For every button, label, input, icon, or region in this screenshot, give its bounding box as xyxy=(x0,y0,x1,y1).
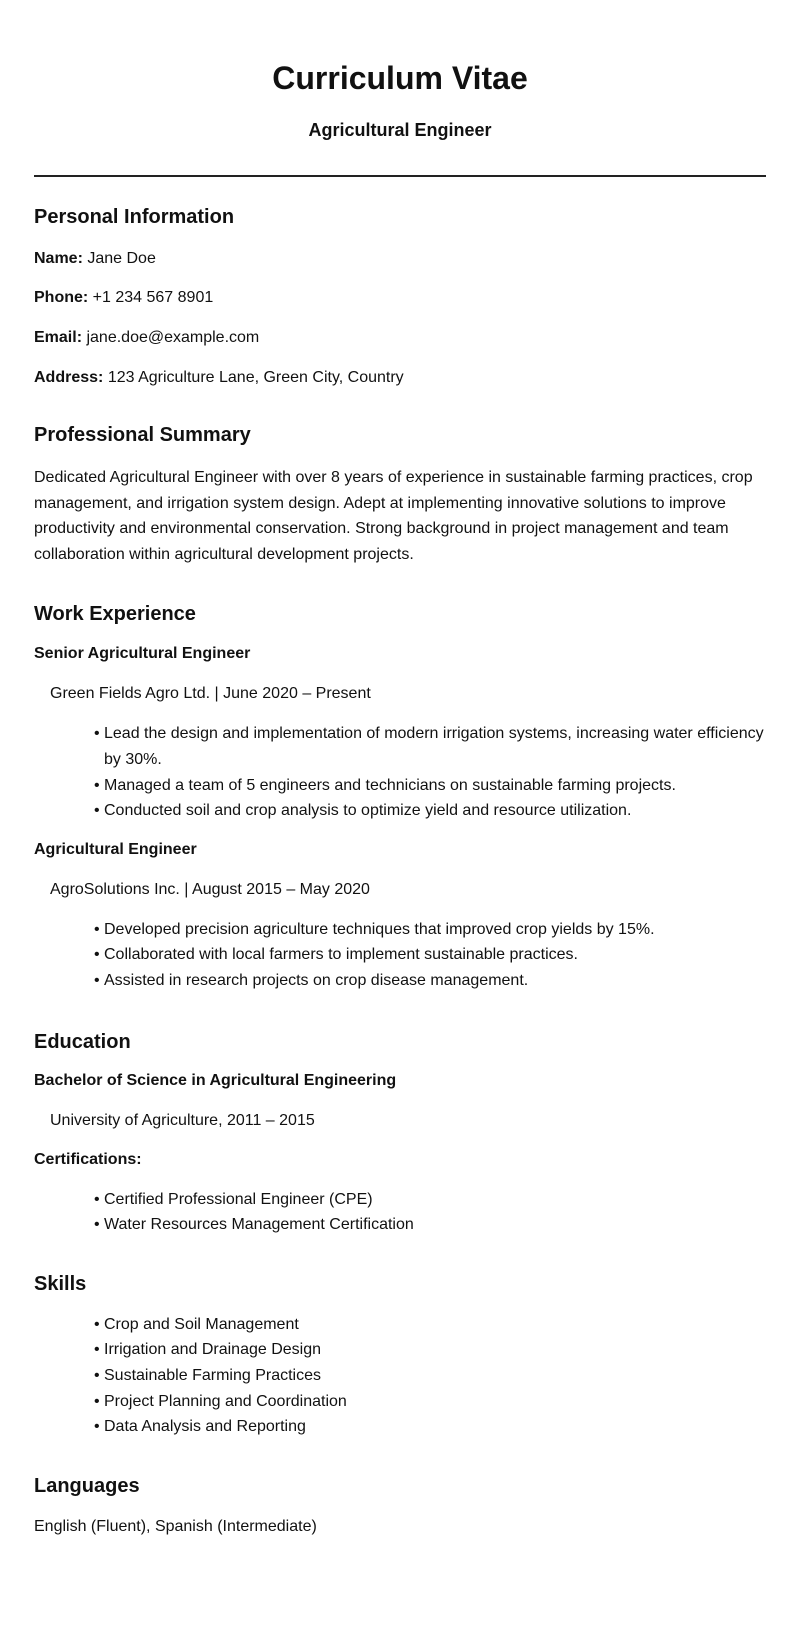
job-entry xyxy=(34,839,766,994)
degree-title: Bachelor of Science in Agricultural Engineering xyxy=(34,1071,397,1089)
address-line xyxy=(34,367,766,389)
work-experience-section xyxy=(34,601,766,993)
skills-list xyxy=(34,1312,766,1440)
phone-line xyxy=(34,287,766,309)
name-value: Jane Doe xyxy=(87,250,156,267)
email-line xyxy=(34,327,766,349)
name-line xyxy=(34,248,766,270)
professional-summary-section xyxy=(34,422,766,567)
summary-text: Dedicated Agricultural Engineer with over 8 years of experience in sustainable farming practices, crop management, and irrigation system design. Adept at implementing innovative solutions to improve productivity and environmental conservation. Strong background in project management and team collaboration within agricultural development projects. xyxy=(34,469,753,563)
languages-section xyxy=(34,1473,766,1538)
job-bullets xyxy=(34,917,766,994)
job-title: Agricultural Engineer xyxy=(34,840,197,858)
list-item: • Collaborated with local farmers to implement sustainable practices. xyxy=(94,942,766,968)
email-value: jane.doe@example.com xyxy=(86,329,260,346)
job-meta: Green Fields Agro Ltd. | June 2020 – Present xyxy=(50,685,371,703)
job-meta: AgroSolutions Inc. | August 2015 – May 2020 xyxy=(50,880,370,898)
list-item: • Managed a team of 5 engineers and technicians on sustainable farming projects. xyxy=(94,773,766,799)
languages-text: English (Fluent), Spanish (Intermediate) xyxy=(34,1517,317,1535)
list-item: • Sustainable Farming Practices xyxy=(94,1363,766,1389)
education-section xyxy=(34,1029,766,1238)
list-item: • Assisted in research projects on crop disease management. xyxy=(94,968,766,994)
job-title: Senior Agricultural Engineer xyxy=(34,645,251,663)
certifications-list xyxy=(34,1187,766,1238)
list-item: • Data Analysis and Reporting xyxy=(94,1414,766,1440)
personal-information-heading: Personal Information xyxy=(34,206,235,228)
phone-label: Phone: xyxy=(34,289,89,306)
address-label: Address: xyxy=(34,369,104,386)
list-item: • Water Resources Management Certification xyxy=(94,1212,766,1238)
list-item: • Developed precision agriculture techniques that improved crop yields by 15%. xyxy=(94,917,766,943)
list-item: • Lead the design and implementation of modern irrigation systems, increasing water efficiency by 30%. xyxy=(94,721,766,772)
address-value: 123 Agriculture Lane, Green City, Country xyxy=(107,369,404,386)
job-entry xyxy=(34,643,766,823)
work-experience-heading: Work Experience xyxy=(34,603,196,626)
list-item: • Project Planning and Coordination xyxy=(94,1389,766,1415)
email-label: Email: xyxy=(34,329,83,346)
languages-heading: Languages xyxy=(34,1474,140,1497)
skills-heading: Skills xyxy=(34,1272,87,1295)
skills-section xyxy=(34,1271,766,1440)
phone-value: +1 234 567 8901 xyxy=(92,289,214,306)
certifications-heading: Certifications: xyxy=(34,1150,142,1168)
list-item: • Irrigation and Drainage Design xyxy=(94,1337,766,1363)
page-subtitle: Agricultural Engineer xyxy=(308,120,492,140)
professional-summary-heading: Professional Summary xyxy=(34,424,251,446)
education-heading: Education xyxy=(34,1030,131,1053)
list-item: • Certified Professional Engineer (CPE) xyxy=(94,1187,766,1213)
name-label: Name: xyxy=(34,250,83,267)
header-divider xyxy=(34,175,766,177)
page-title: Curriculum Vitae xyxy=(272,60,528,96)
list-item: • Conducted soil and crop analysis to optimize yield and resource utilization. xyxy=(94,798,766,824)
job-bullets xyxy=(34,721,766,823)
list-item: • Crop and Soil Management xyxy=(94,1312,766,1338)
personal-information-section xyxy=(34,204,766,389)
school-line: University of Agriculture, 2011 – 2015 xyxy=(50,1111,315,1129)
